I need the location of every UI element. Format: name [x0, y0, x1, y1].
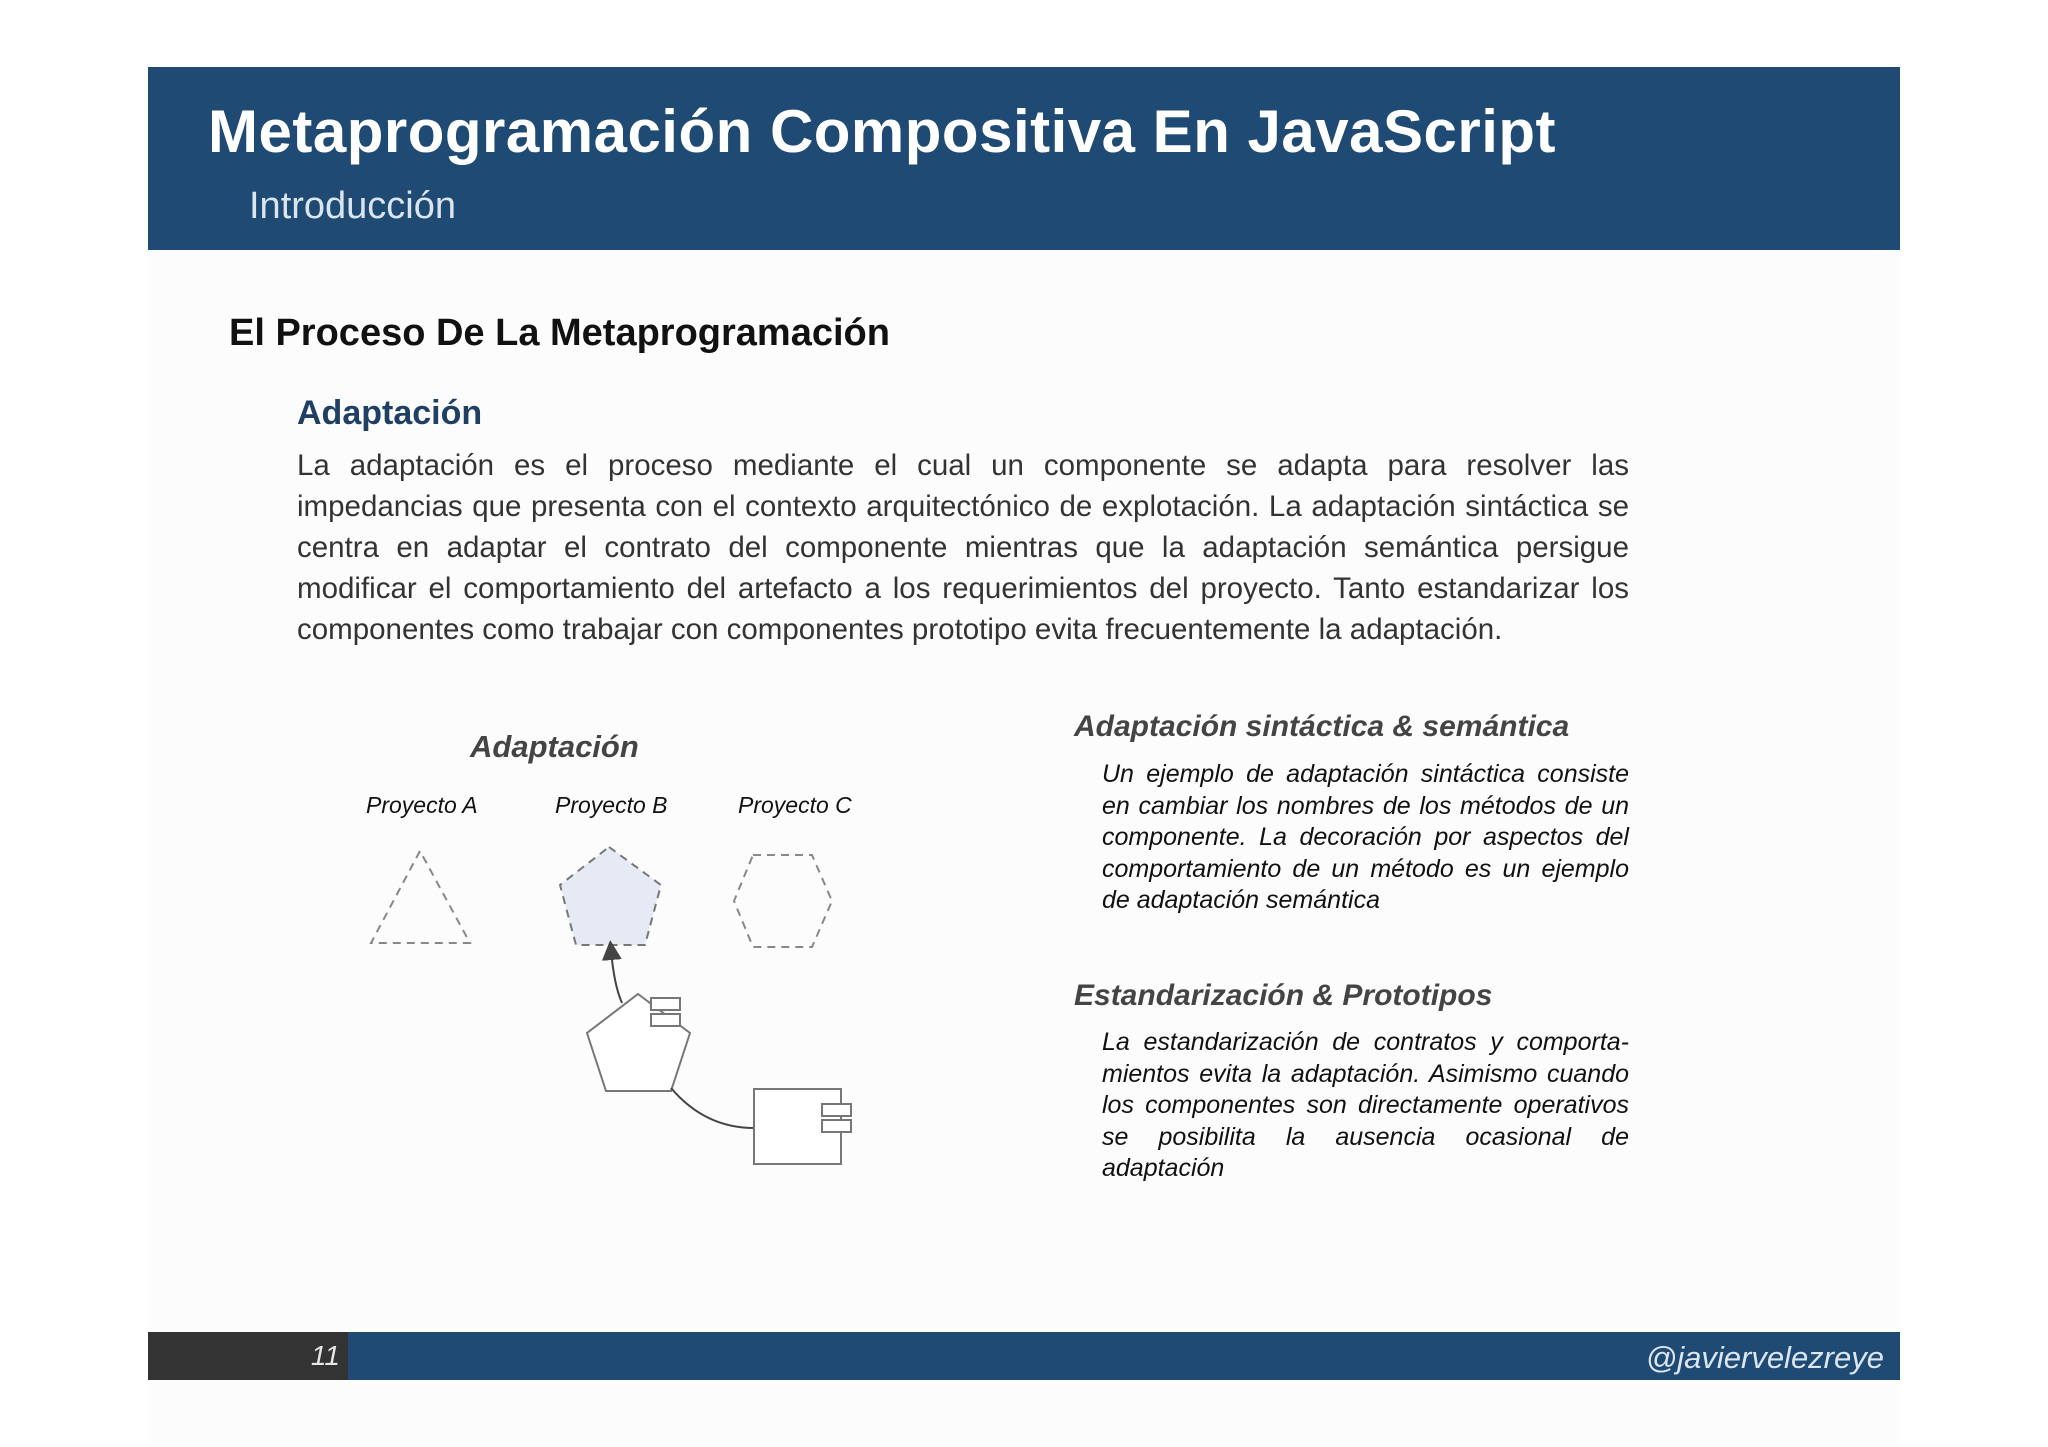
slide-subtitle: Introducción [249, 185, 457, 227]
square-component-port [822, 1104, 851, 1116]
intro-paragraph: La adaptación es el proceso mediante el cual un componente se adapta para resolver las impedancias que presenta con el contexto arquitectónico de explotación. La adaptación sintáctica se centra en adaptar el contrato del componente mientras que la adaptación semántica persigue modificar el comportamiento del artefacto a los requerimientos del proyecto. Tanto estandarizar los componentes como trabajar con componentes prototipo evita frecuentemente la adaptación. [297, 449, 1629, 646]
connection-curve [671, 1088, 754, 1128]
syntactic-semantic-text: Un ejemplo de adaptación sintáctica consiste en cambiar los nombres de los métodos de un componente. La decoración por aspectos del comportamiento de un método es un ejemplo de adaptación semántica [1102, 760, 1629, 914]
diagram-title: Adaptación [470, 729, 639, 764]
author-handle: @javiervelezreye [1645, 1340, 1884, 1375]
page-number: 11 [310, 1340, 340, 1371]
adaptation-arrow [611, 950, 622, 1003]
slide-footer [148, 1332, 1900, 1380]
hexagon-shape [734, 855, 832, 947]
project-a-label: Proyecto A [366, 792, 478, 818]
project-b-label: Proyecto B [555, 792, 668, 818]
pentagon-shape [560, 847, 661, 945]
syntactic-semantic-title: Adaptación sintáctica & semántica [1074, 710, 1570, 743]
section-subtitle: Adaptación [297, 394, 483, 432]
standardization-title: Estandarización & Prototipos [1074, 979, 1493, 1012]
pentagon-component-port [651, 998, 680, 1010]
pentagon-component-port [651, 1014, 680, 1026]
slide-title: Metaprogramación Compositiva En JavaScript [208, 98, 1557, 165]
square-component-port [822, 1120, 851, 1132]
standardization-text: La estandarización de contratos y comporta- mientos evita la adaptación. Asimismo cuando los componentes son directamente operativos se posibilita la ausencia ocasional de adaptación [1102, 1028, 1629, 1182]
section-title: El Proceso De La Metaprogramación [229, 312, 890, 354]
triangle-shape [371, 851, 470, 943]
project-c-label: Proyecto C [738, 792, 852, 818]
